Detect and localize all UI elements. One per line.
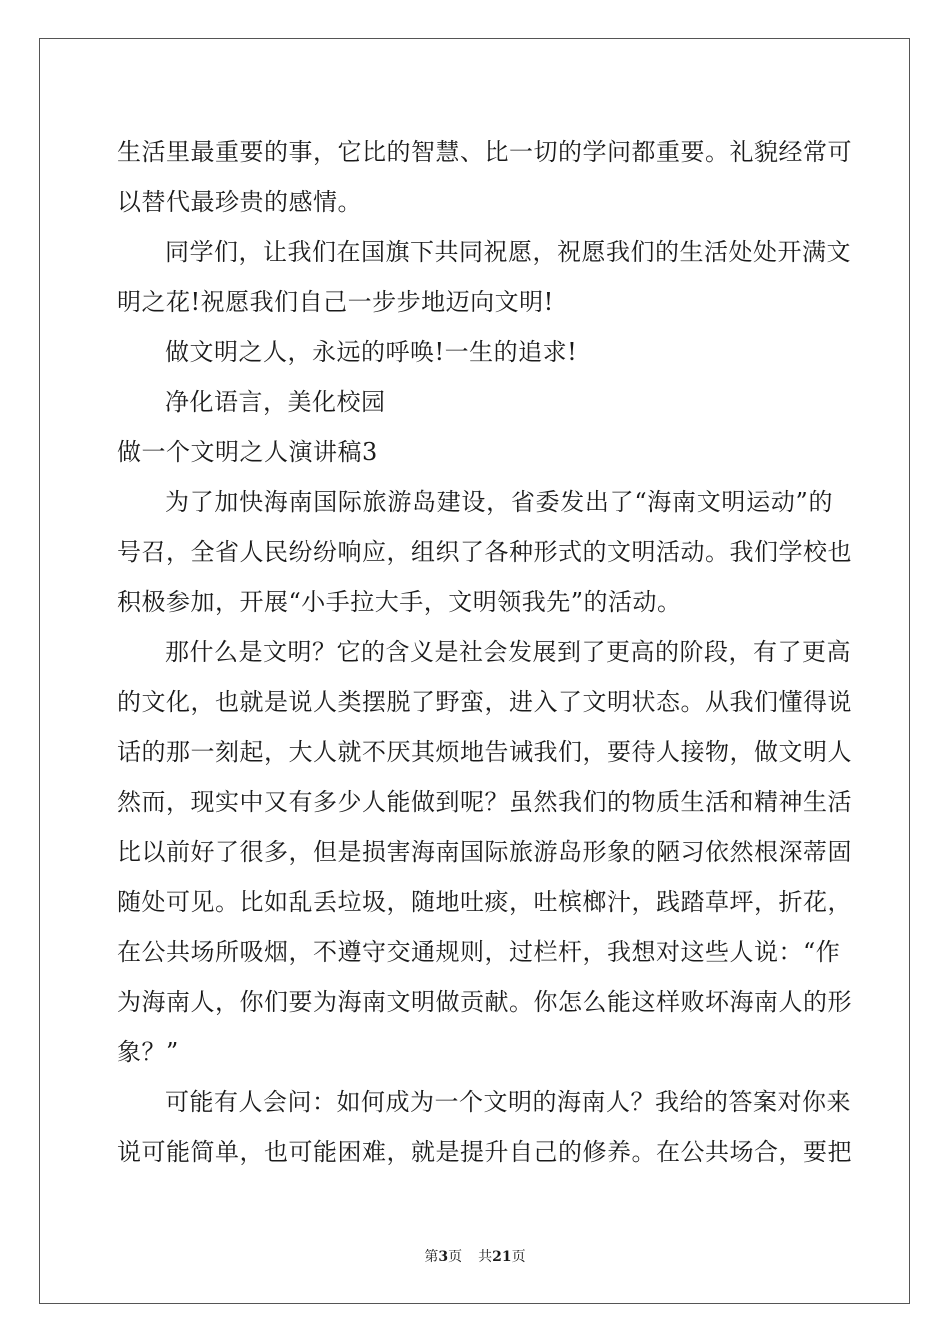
text-line: 的文化，也就是说人类摆脱了野蛮，进入了文明状态。从我们懂得说	[117, 688, 852, 716]
page-label-prefix: 第	[424, 1249, 439, 1265]
text-line: 号召，全省人民纷纷响应，组织了各种形式的文明活动。我们学校也	[117, 538, 852, 566]
text-line: 比以前好了很多，但是损害海南国际旅游岛形象的陋习依然根深蒂固	[117, 838, 852, 866]
text-line: 那什么是文明？它的含义是社会发展到了更高的阶段，有了更高	[165, 638, 851, 666]
text-line: 随处可见。比如乱丢垃圾，随地吐痰，吐槟榔汁，践踏草坪，折花，	[117, 888, 852, 916]
page-label-suffix: 页	[448, 1249, 463, 1265]
text-line: 为了加快海南国际旅游岛建设，省委发出了“海南文明运动”的	[165, 488, 833, 516]
text-line: 在公共场所吸烟，不遵守交通规则，过栏杆，我想对这些人说：“作	[117, 938, 841, 966]
text-line: 为海南人，你们要为海南文明做贡献。你怎么能这样败坏海南人的形	[117, 988, 852, 1016]
page-footer	[0, 1247, 950, 1267]
current-page-number: 3	[438, 1249, 449, 1265]
text-line: 可能有人会问：如何成为一个文明的海南人？我给的答案对你来	[165, 1088, 851, 1116]
document-body	[117, 127, 852, 1177]
total-label-prefix: 共	[478, 1249, 493, 1265]
text-line: 生活里最重要的事，它比的智慧、比一切的学问都重要。礼貌经常可	[117, 138, 852, 166]
total-pages-number: 21	[492, 1249, 512, 1265]
text-line: 净化语言，美化校园	[165, 388, 386, 416]
text-line: 积极参加，开展“小手拉大手，文明领我先”的活动。	[117, 588, 682, 616]
text-line: 同学们，让我们在国旗下共同祝愿，祝愿我们的生活处处开满文	[165, 238, 851, 266]
text-line: 象？”	[117, 1038, 179, 1066]
text-line: 以替代最珍贵的感情。	[117, 188, 362, 216]
text-line: 话的那一刻起，大人就不厌其烦地告诫我们，要待人接物，做文明人	[117, 738, 852, 766]
text-line: 说可能简单，也可能困难，就是提升自己的修养。在公共场合，要把	[117, 1138, 852, 1166]
text-line: 做文明之人，永远的呼唤!一生的追求!	[165, 338, 578, 366]
text-line: 明之花!祝愿我们自己一步步地迈向文明!	[117, 288, 554, 316]
total-label-suffix: 页	[511, 1249, 526, 1265]
text-line: 做一个文明之人演讲稿3	[117, 438, 378, 466]
text-line: 然而，现实中又有多少人能做到呢？虽然我们的物质生活和精神生活	[117, 788, 852, 816]
